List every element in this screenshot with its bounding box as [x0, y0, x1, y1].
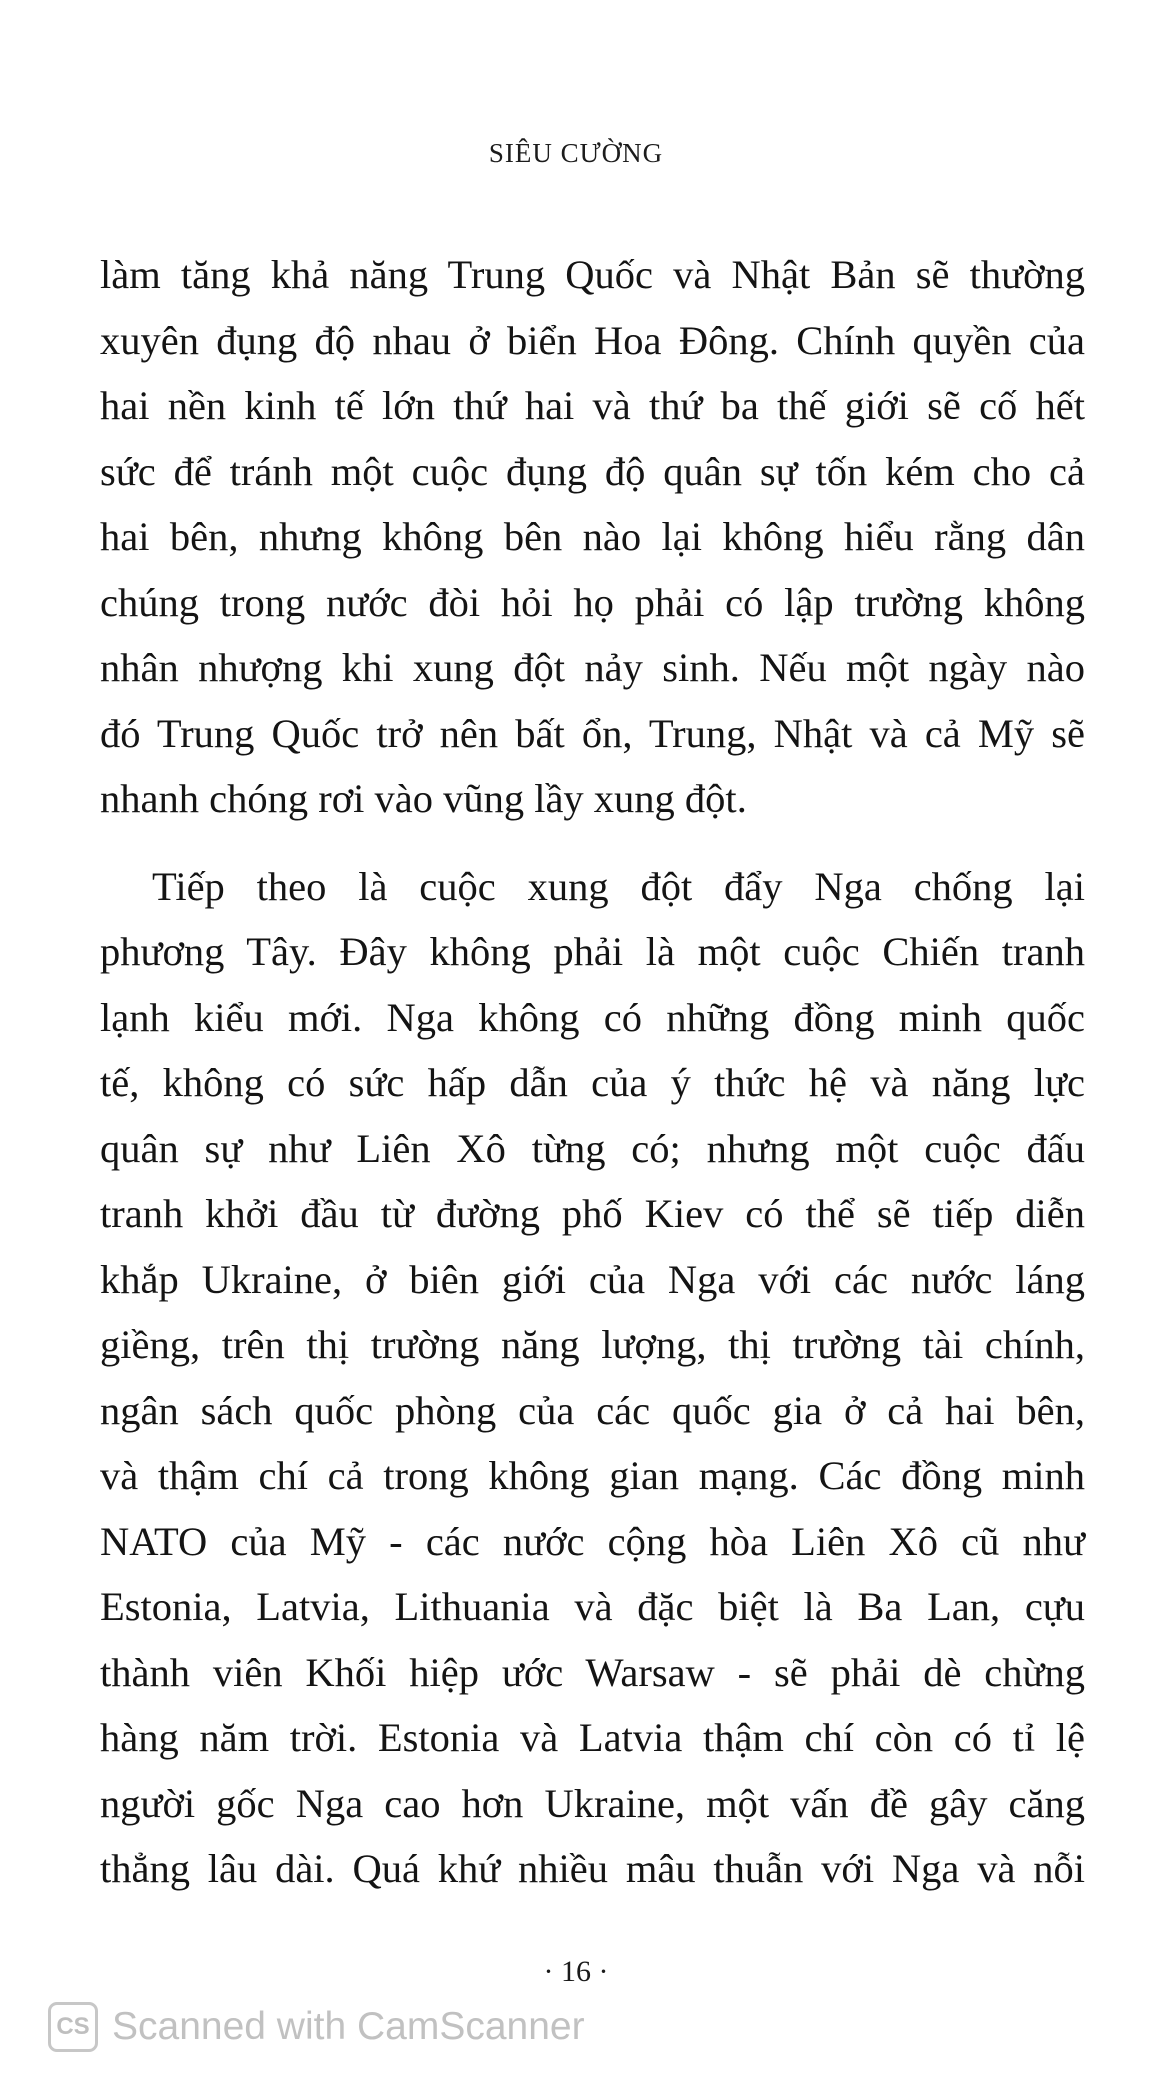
text-line: sức để tránh một cuộc đụng độ quân sự tốn kém cho cả — [100, 448, 1085, 494]
camscanner-logo-icon: CS — [48, 2002, 98, 2052]
text-line: quân sự như Liên Xô từng có; nhưng một cuộc đấu — [100, 1125, 1085, 1171]
text-line: hai bên, nhưng không bên nào lại không hiểu rằng dân — [100, 514, 1085, 559]
paragraph — [100, 854, 1085, 1902]
text-line: phương Tây. Đây không phải là một cuộc Chiến tranh — [100, 929, 1085, 974]
paragraph — [100, 242, 1085, 832]
text-line: và thậm chí cả trong không gian mạng. Các đồng minh — [100, 1453, 1085, 1498]
page-number: · 16 · — [543, 1955, 609, 1988]
text-line: NATO của Mỹ - các nước cộng hòa Liên Xô cũ như — [100, 1518, 1085, 1564]
text-line: ngân sách quốc phòng của các quốc gia ở cả hai bên, — [100, 1387, 1085, 1433]
text-line: nhanh chóng rơi vào vũng lầy xung đột. — [100, 776, 747, 821]
watermark-text: Scanned with CamScanner — [112, 2005, 585, 2048]
text-line: người gốc Nga cao hơn Ukraine, một vấn đề gây căng — [100, 1780, 1085, 1826]
text-line: khắp Ukraine, ở biên giới của Nga với các nước láng — [100, 1256, 1085, 1302]
text-line: làm tăng khả năng Trung Quốc và Nhật Bản sẽ thường — [100, 252, 1085, 297]
body-text — [100, 242, 1085, 1902]
text-line: tranh khởi đầu từ đường phố Kiev có thể sẽ tiếp diễn — [100, 1191, 1085, 1236]
text-line: thành viên Khối hiệp ước Warsaw - sẽ phải dè chừng — [100, 1649, 1085, 1695]
text-line: chúng trong nước đòi hỏi họ phải có lập trường không — [100, 579, 1085, 625]
text-line: tế, không có sức hấp dẫn của ý thức hệ và năng lực — [100, 1060, 1085, 1105]
camscanner-watermark — [48, 2002, 585, 2052]
text-line: xuyên đụng độ nhau ở biển Hoa Đông. Chính quyền của — [100, 317, 1085, 363]
text-line: giềng, trên thị trường năng lượng, thị trường tài chính, — [100, 1322, 1085, 1367]
text-line: nhân nhượng khi xung đột nảy sinh. Nếu một ngày nào — [100, 645, 1085, 690]
text-line: Tiếp theo là cuộc xung đột đẩy Nga chống lại — [152, 863, 1085, 909]
text-line: đó Trung Quốc trở nên bất ổn, Trung, Nhật và cả Mỹ sẽ — [100, 710, 1085, 756]
text-line: hàng năm trời. Estonia và Latvia thậm chí còn có tỉ lệ — [100, 1715, 1085, 1760]
text-line: hai nền kinh tế lớn thứ hai và thứ ba thế giới sẽ cố hết — [100, 383, 1085, 428]
text-line: Estonia, Latvia, Lithuania và đặc biệt là Ba Lan, cựu — [100, 1584, 1085, 1629]
running-header-title: SIÊU CƯỜNG — [488, 138, 664, 168]
text-line: thẳng lâu dài. Quá khứ nhiều mâu thuẫn với Nga và nỗi — [100, 1846, 1085, 1891]
text-line: lạnh kiểu mới. Nga không có những đồng minh quốc — [100, 994, 1085, 1040]
